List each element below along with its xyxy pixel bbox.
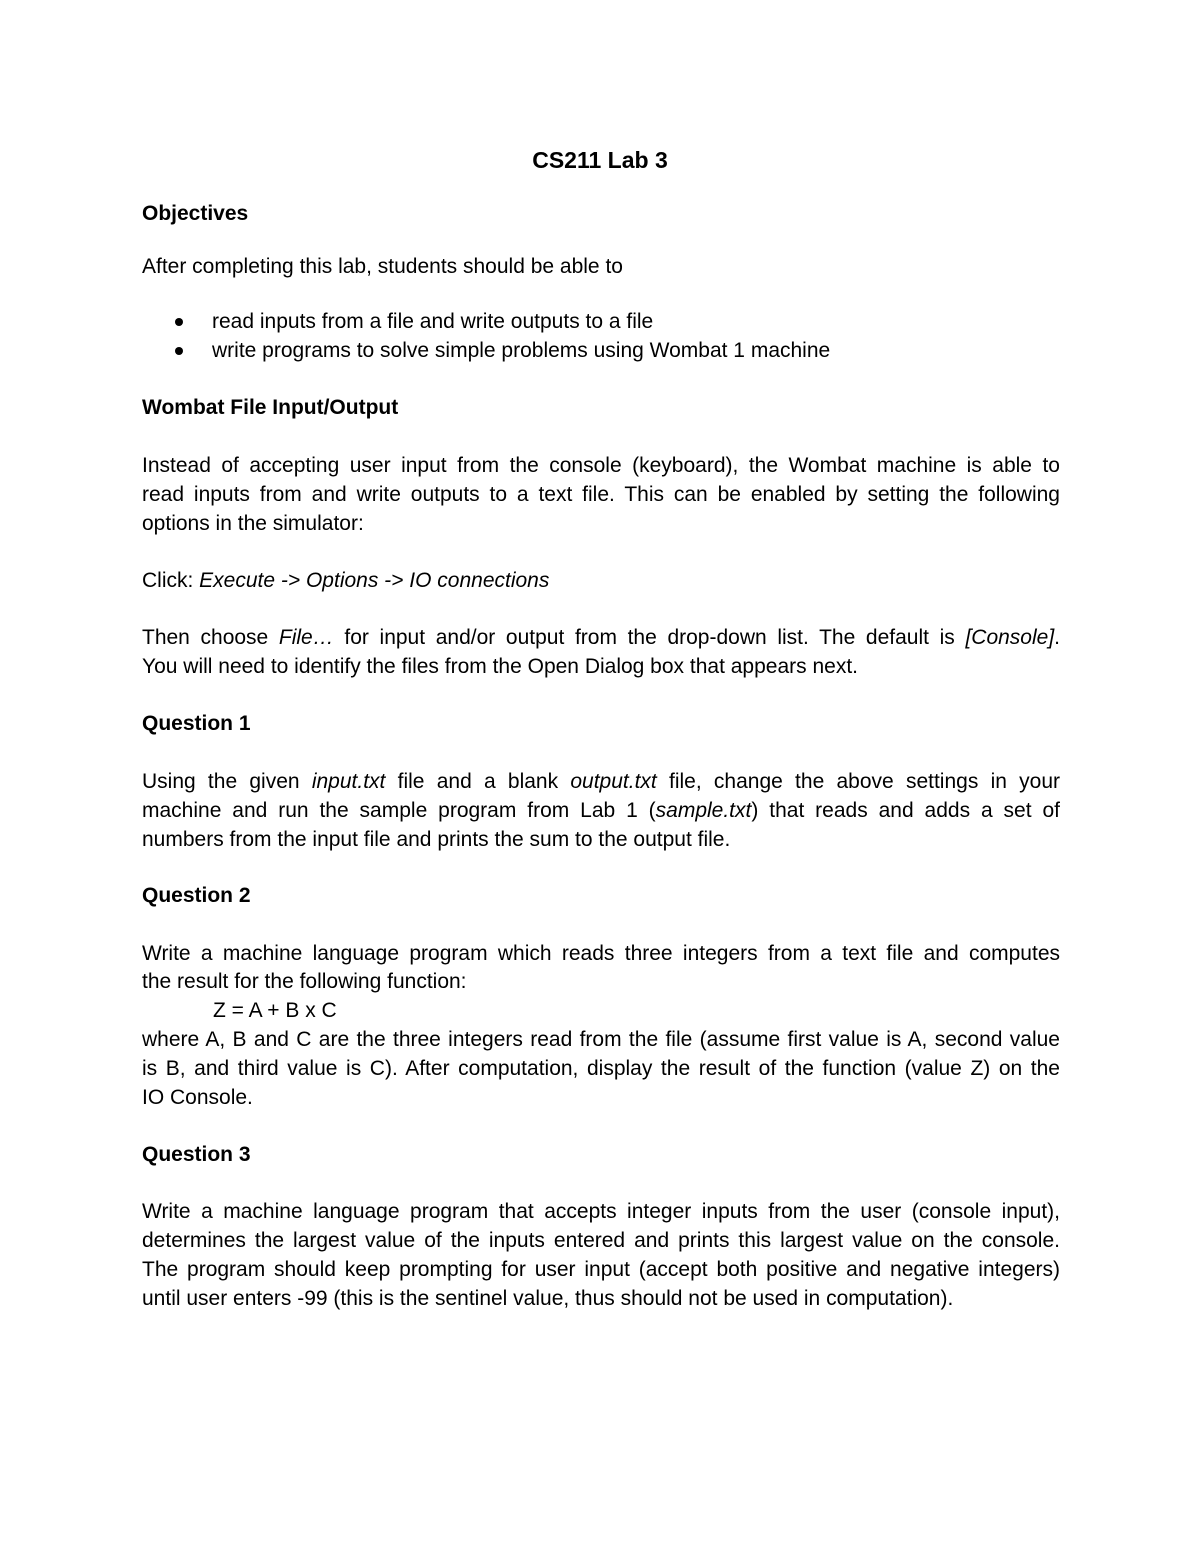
question-2-line: Write a machine language program which reads three integers from a text file and computes [142, 942, 1060, 965]
text-run: Using the given [142, 770, 312, 793]
click-path: Execute -> Options -> IO connections [199, 569, 550, 592]
bullet-icon [175, 347, 183, 355]
choose-file-line [142, 624, 1060, 652]
question-2-line: the result for the following function: [142, 970, 467, 993]
file-io-heading: Wombat File Input/Output [142, 396, 399, 419]
bullet-icon [175, 318, 183, 326]
question-3-line: The program should keep prompting for user input (accept both positive and negative integers) [142, 1258, 1060, 1281]
question-3-line: until user enters -99 (this is the sentinel value, thus should not be used in computation). [142, 1287, 954, 1310]
input-file-name: input.txt [311, 770, 386, 793]
question-2-line: IO Console. [142, 1086, 253, 1109]
question-3-heading: Question 3 [142, 1143, 251, 1166]
objectives-heading: Objectives [142, 202, 249, 225]
click-instruction [142, 567, 549, 595]
text-run: file, change the above settings in your [656, 770, 1061, 793]
question-1-line: numbers from the input file and prints the sum to the output file. [142, 828, 731, 851]
question-1-heading: Question 1 [142, 712, 251, 735]
sample-file-name: sample.txt [655, 799, 752, 822]
text-run: . [1054, 626, 1060, 649]
file-io-para-line: Instead of accepting user input from the console (keyboard), the Wombat machine is able to [142, 454, 1060, 477]
formula: Z = A + B x C [213, 999, 337, 1022]
objectives-intro: After completing this lab, students should be able to [142, 255, 623, 278]
file-io-para-line: read inputs from and write outputs to a text file. This can be enabled by setting the following [142, 483, 1060, 506]
file-option-text: File… [278, 626, 334, 649]
objective-text: read inputs from a file and write outputs to a file [212, 310, 654, 333]
console-option-text: [Console] [965, 626, 1055, 649]
question-2-heading: Question 2 [142, 884, 251, 907]
text-run: ) that reads and adds a set of [751, 799, 1060, 822]
question-2-line: where A, B and C are the three integers read from the file (assume first value is A, second value [142, 1028, 1060, 1051]
choose-file-line-2: You will need to identify the files from the Open Dialog box that appears next. [142, 655, 858, 678]
question-1-line [142, 797, 1060, 825]
text-run: Then choose [142, 626, 279, 649]
question-3-line: Write a machine language program that accepts integer inputs from the user (console input), [142, 1200, 1060, 1223]
text-run: file and a blank [385, 770, 571, 793]
text-run: machine and run the sample program from Lab 1 ( [142, 799, 656, 822]
click-label: Click: [142, 569, 200, 592]
file-io-para-line: options in the simulator: [142, 512, 364, 535]
output-file-name: output.txt [570, 770, 657, 793]
question-3-line: determines the largest value of the inputs entered and prints this largest value on the console. [142, 1229, 1060, 1252]
text-run: for input and/or output from the drop-down list. The default is [333, 626, 966, 649]
page-title: CS211 Lab 3 [532, 147, 668, 173]
question-1-line [142, 768, 1060, 796]
question-2-line: is B, and third value is C). After computation, display the result of the function (value Z) on the [142, 1057, 1060, 1080]
objective-text: write programs to solve simple problems using Wombat 1 machine [212, 339, 831, 362]
